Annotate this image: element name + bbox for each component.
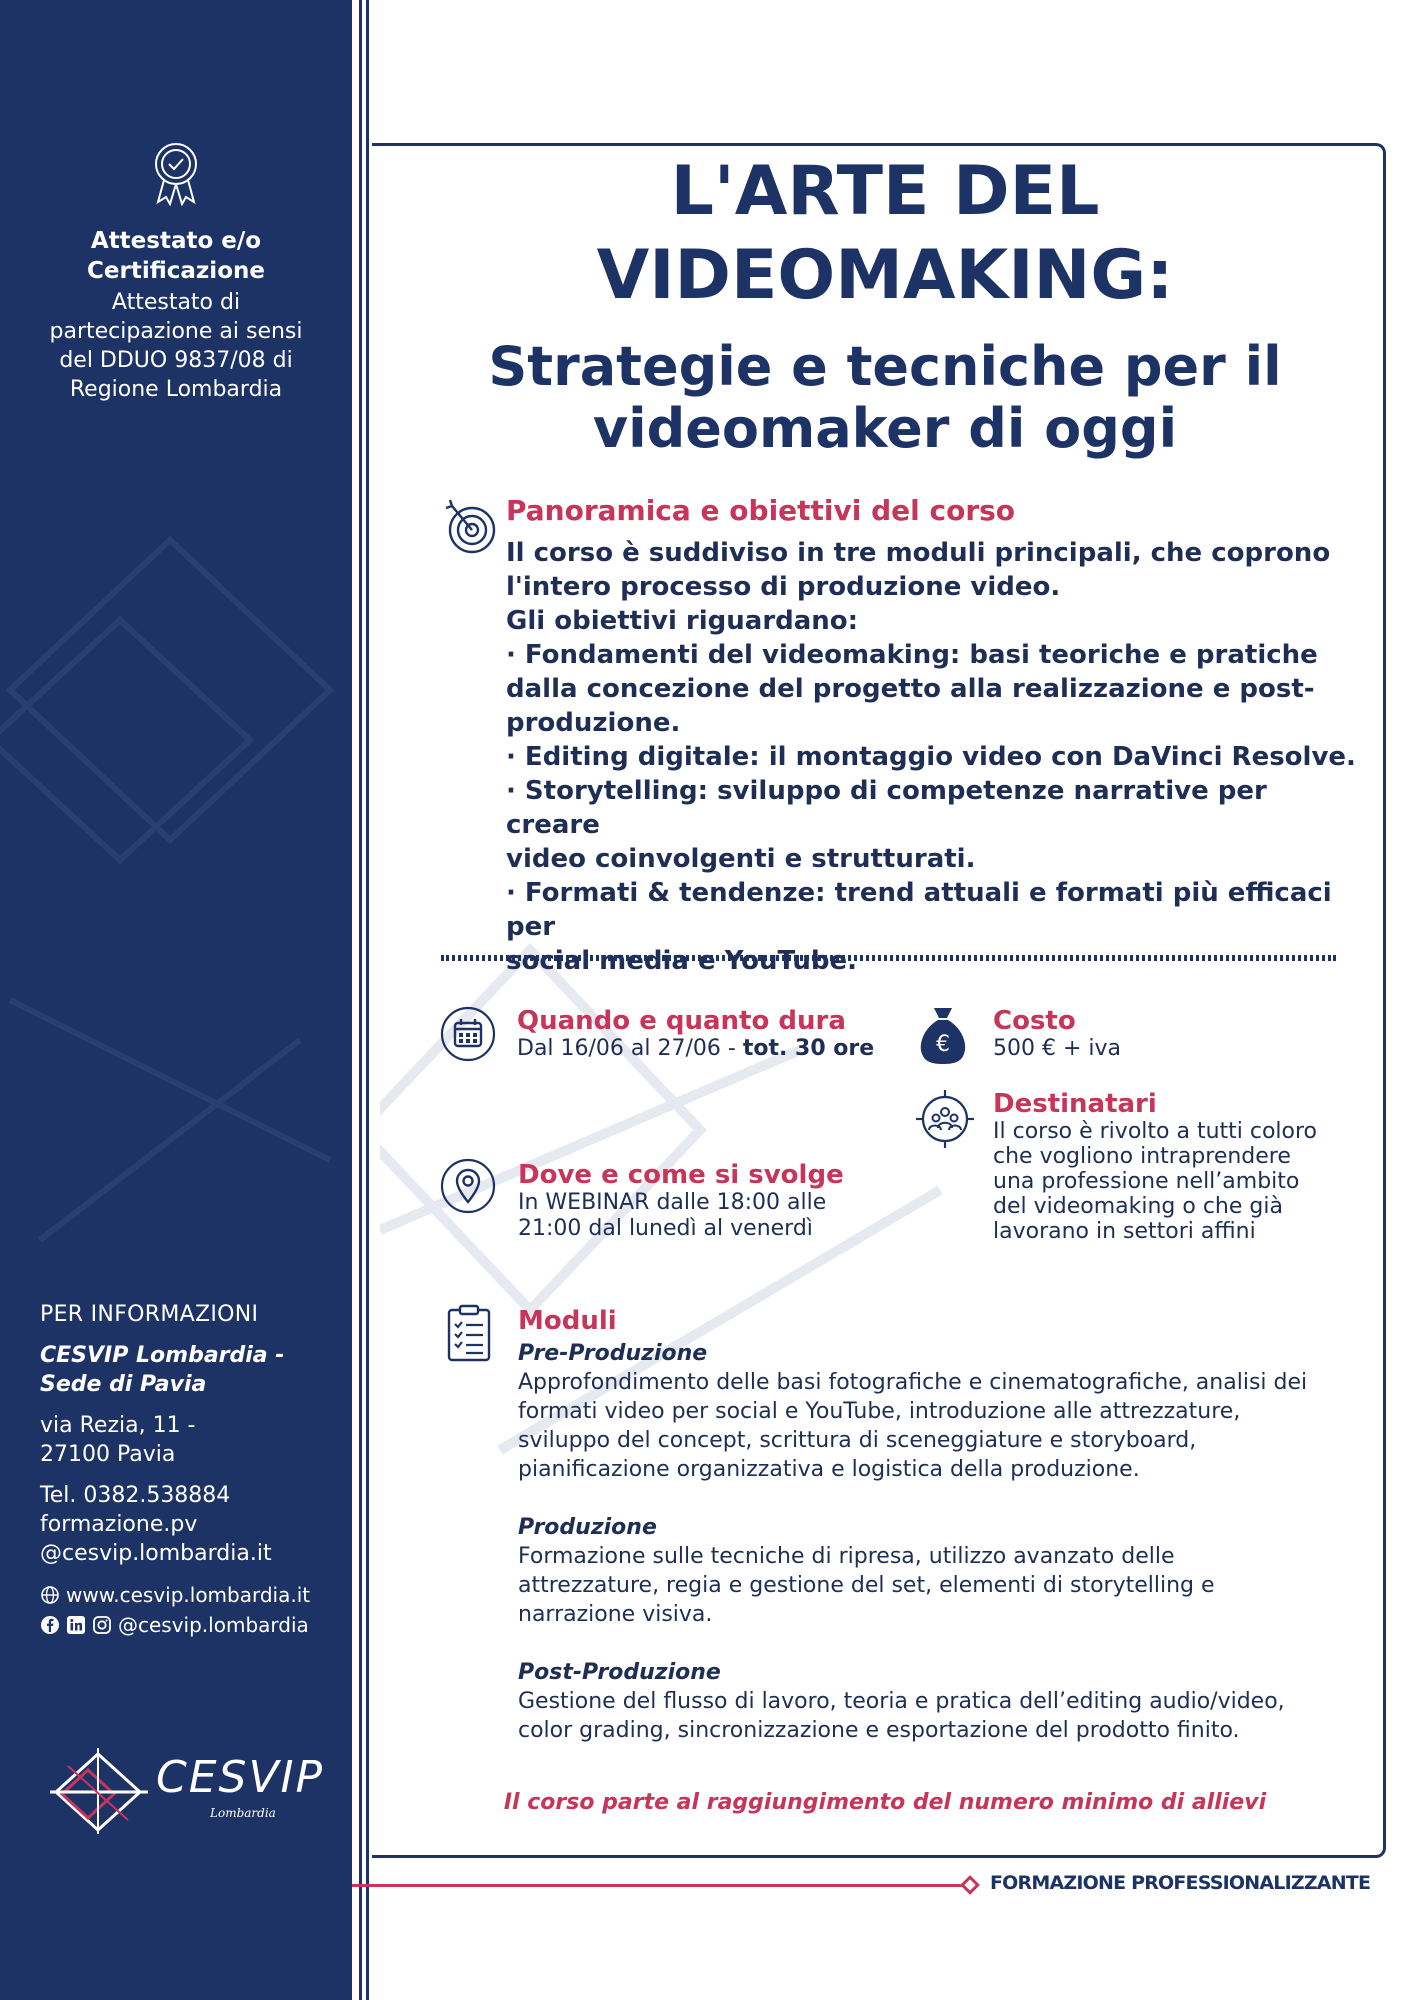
title-line: VIDEOMAKING: [596,236,1174,315]
where-section [518,1160,888,1242]
overview-line: Gli obiettivi riguardano: [506,606,859,636]
overview-line: · Fondamenti del videomaking: basi teoriche e pratiche [506,640,1318,670]
address-line: 27100 Pavia [40,1442,176,1467]
social-row[interactable] [40,1610,340,1640]
audience-line: del videomaking o che già [993,1194,1283,1219]
page-title [380,150,1390,460]
course-note: Il corso parte al raggiungimento del numero minimo di allievi [503,1790,1267,1815]
award-ribbon-icon [150,140,202,206]
modules-section [518,1306,1358,1745]
subtitle-line: Strategie e tecniche per il [488,335,1282,398]
module-line: narrazione visiva. [518,1602,713,1627]
contact-info [40,1302,340,1640]
when-heading: Quando e quanto dura [517,1006,846,1036]
clipboard-checklist-icon [446,1304,492,1362]
module-title: Post-Produzione [518,1660,721,1685]
audience-line: una professione nell’ambito [993,1169,1300,1194]
module-description [518,1368,1358,1484]
subtitle-line: videomaker di oggi [592,397,1178,460]
logo-wordmark: CESVIP [156,1752,325,1803]
cesvip-logo [48,1746,325,1836]
certification-text [30,288,322,404]
module-line: sviluppo del concept, scrittura di sceneggiature e storyboard, [518,1428,1197,1453]
certification-text-line: del DDUO 9837/08 di [59,348,293,373]
footer-label: FORMAZIONE PROFESSIONALIZZANTE [990,1872,1371,1894]
social-handle[interactable]: @cesvip.lombardia [118,1613,309,1637]
where-text [518,1190,888,1242]
location-pin-icon [440,1158,496,1214]
where-line: In WEBINAR dalle 18:00 alle [518,1190,827,1215]
overview-text [506,536,1356,978]
footer-rule [352,1884,970,1887]
cesvip-logo-mark [48,1746,158,1836]
modules-heading: Moduli [518,1306,617,1336]
when-section [517,1006,877,1062]
organization-name-line: CESVIP Lombardia - [40,1343,285,1368]
certification-block [30,140,322,404]
instagram-icon[interactable] [92,1615,112,1635]
module-description [518,1542,1358,1629]
overview-line: Il corso è suddiviso in tre moduli principali, che coprono [506,538,1331,568]
where-heading: Dove e come si svolge [518,1160,844,1190]
module-line: pianificazione organizzativa e logistica della produzione. [518,1457,1140,1482]
audience-heading: Destinatari [993,1089,1157,1119]
certification-text-line: Regione Lombardia [69,377,283,402]
svg-text:€: € [936,1032,950,1057]
certification-title-line: Attestato e/o [90,228,262,254]
certification-title [30,226,322,286]
overview-line: dalla concezione del progetto alla realizzazione e post- [506,674,1315,704]
module-line: formati video per social e YouTube, introduzione alle attrezzature, [518,1399,1241,1424]
certification-text-line: Attestato di [111,290,241,315]
address-line: via Rezia, 11 - [40,1413,196,1438]
organization-name-line: Sede di Pavia [40,1372,207,1397]
overview-line: · Storytelling: sviluppo di competenze narrative per creare [506,776,1267,840]
module-line: Approfondimento delle basi fotografiche e cinematografiche, analisi dei [518,1370,1308,1395]
organization-name [40,1341,340,1399]
overview-line: l'intero processo di produzione video. [506,572,1061,602]
module-line: Gestione del flusso di lavoro, teoria e pratica dell’editing audio/video, [518,1689,1285,1714]
module-line: attrezzature, regia e gestione del set, elementi di storytelling e [518,1573,1215,1598]
title-line: L'ARTE DEL [670,152,1100,231]
module-line: color grading, sincronizzazione e esportazione del prodotto finito. [518,1718,1240,1743]
module-line: Formazione sulle tecniche di ripresa, utilizzo avanzato delle [518,1544,1175,1569]
email-address[interactable]: formazione.pv [40,1512,198,1537]
globe-icon [40,1585,60,1605]
module-title: Pre-Produzione [518,1341,708,1366]
email-address-domain[interactable]: @cesvip.lombardia.it [40,1541,272,1566]
audience-text [993,1119,1353,1244]
overview-line: social media e YouTube. [506,946,858,976]
overview-section [506,494,1356,978]
overview-heading: Panoramica e obiettivi del corso [506,494,1016,527]
logo-subtitle: Lombardia [210,1806,276,1820]
certification-text-line: partecipazione ai sensi [49,319,303,344]
certification-title-line: Certificazione [87,258,265,284]
vertical-divider [366,0,369,2000]
cost-heading: Costo [993,1006,1076,1036]
footer-diamond-icon [960,1875,980,1895]
audience-section [993,1089,1353,1244]
money-bag-icon [916,1002,970,1066]
overview-line: video coinvolgenti e strutturati. [506,844,976,874]
when-total-hours: tot. 30 ore [742,1036,875,1061]
audience-line: che vogliono intraprendere [993,1144,1291,1169]
overview-line: · Formati & tendenze: trend attuali e formati più efficaci per [506,878,1332,942]
vertical-divider [359,0,362,2000]
calendar-icon [440,1006,496,1062]
where-line: 21:00 dal lunedì al venerdì [518,1216,813,1241]
contact-heading: PER INFORMAZIONI [40,1302,259,1327]
audience-line: Il corso è rivolto a tutti coloro [993,1119,1318,1144]
audience-line: lavorano in settori affini [993,1219,1256,1244]
module-title: Produzione [518,1515,657,1540]
cost-section [993,1006,1353,1062]
group-audience-icon [916,1090,974,1148]
section-divider [441,955,1336,961]
module-description [518,1687,1358,1745]
sidebar [0,0,352,2000]
phone-number[interactable]: Tel. 0382.538884 [40,1483,231,1508]
when-dates: Dal 16/06 al 27/06 - [517,1036,743,1061]
facebook-icon[interactable] [40,1615,60,1635]
cost-text: 500 € + iva [993,1036,1122,1061]
overview-line: · Editing digitale: il montaggio video con DaVinci Resolve. [506,742,1356,772]
website-link[interactable]: www.cesvip.lombardia.it [66,1583,311,1607]
overview-line: produzione. [506,708,681,738]
linkedin-icon[interactable] [66,1615,86,1635]
when-text [517,1036,877,1062]
website-row[interactable] [40,1580,340,1610]
target-icon [442,496,498,556]
